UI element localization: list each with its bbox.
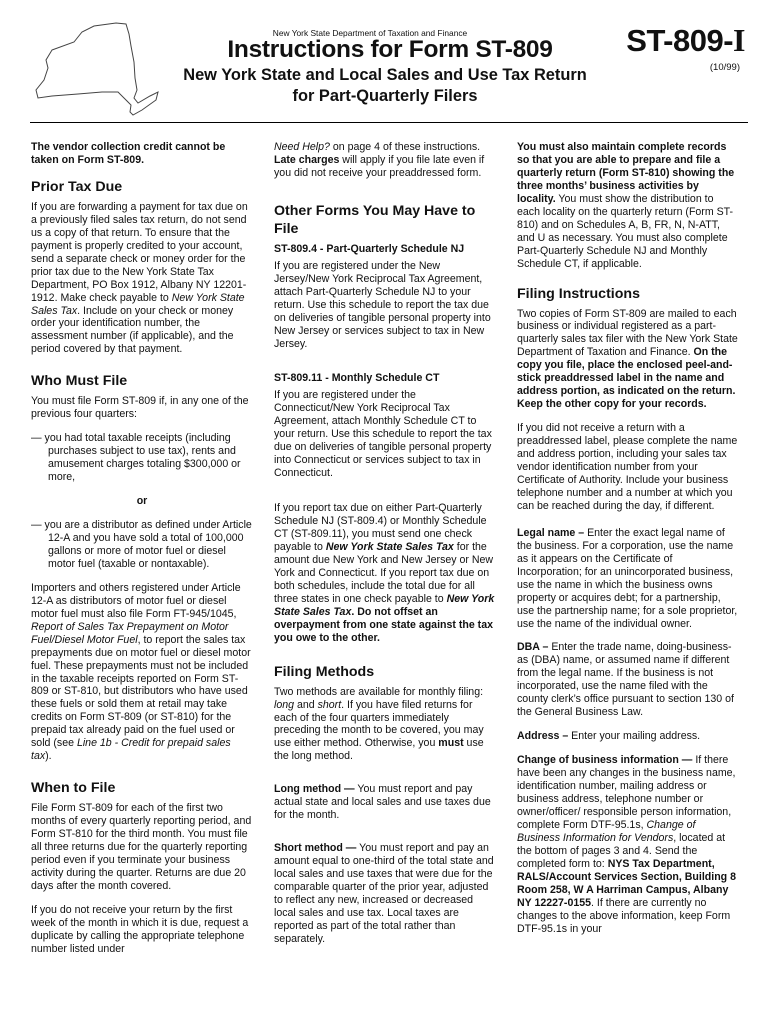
filing-methods-text: Two methods are available for monthly filing: long and short. If you have filed returns for each of the four quarters immediately preceding the month to be covered, you may use either method. Otherwise, you must use the long method. (274, 685, 484, 763)
importers-text: Importers and others registered under Article 12-A as distributors of motor fuel or diesel motor fuel must also file Form FT-945/1045, Report of Sales Tax Prepayment on Motor Fuel/Diesel Motor Fuel, to report the sales tax prepayments due on motor fuel or diesel motor fuel. These prepayments must not be included in the taxable receipts reported on Form ST-809 or ST-810, but distributors who have used these fuels or sold them at retail may take credits on Form ST-809 (or ST-810) for the prepaid tax already paid on the fuel used or sold (see Line 1b - Credit for prepaid sales tax). (31, 581, 251, 763)
st-809-11-heading: ST-809.11 - Monthly Schedule CT (274, 372, 440, 385)
change-of-info-text: Change of business information — If there have been any changes in the business name, identification number, mailing address or business address, telephone number or owner/officer/ responsible person information, complete Form DTF-95.1s, Change of Business Information for Vendors, located at the bottom of pages 3 and 4. Send the completed form to: NYS Tax Department, RALS/Account Services Section, Building 8 Room 258, W A Harriman Campus, Albany NY 12227-0155. If there are currently no changes to the above information, keep Form DTF-95.1s in your (517, 754, 736, 935)
subtitle-line-2: for Part-Quarterly Filers (292, 87, 478, 105)
long-method-text: Long method — You must report and pay actual state and local sales and use taxes due for the month. (274, 783, 491, 822)
single-check-text: If you report tax due on either Part-Quarterly Schedule NJ (ST-809.4) or Monthly Schedule CT (ST-809.11), you must send one check payable to New York State Sales Tax for the amount due New York and New Jersey or New York and Connecticut. If you report tax due on both schedules, include the total due for all three states in one check payable to New York State Sales Tax. Do not offset an overpayment from one state against the tax you owe to the other. (274, 502, 495, 644)
other-forms-heading: Other Forms You May Have to File (274, 202, 476, 237)
who-must-file-item-2: — you are a distributor as defined under Article 12-A and you have sold a total of 100,000 gallons or more of motor fuel or diesel motor fuel (taxable or nontaxable). (31, 519, 252, 570)
revision-date: (10/99) (709, 62, 740, 73)
duplicate-request-text: If you do not receive your return by the first week of the month in which it is due, request a duplicate by calling the appropriate telephone number listed under (31, 903, 249, 955)
prior-tax-due-text: If you are forwarding a payment for tax due on a previously filed sales tax return, do not send us a copy of that return. To ensure that the payment is properly credited to your account, send a separate check or money order for the prior tax due to the New York State Tax Department, PO Box 1912, Albany NY 12201-1912. Make check payable to New York State Sales Tax. Include on your check or money order your identification number, the assessment number (if applicable), and the period covered by that payment. (31, 200, 248, 356)
column-1 (31, 141, 253, 967)
when-to-file-text: File Form ST-809 for each of the first two months of every quarterly reporting period, and Form ST-810 for the third month. You must file all three returns due for the quarterly reporting period even if you terminate your business activity during the quarter. Returns are due 20 days after the month covered. (31, 802, 252, 892)
who-must-file-text: You must file Form ST-809 if, in any one of the previous four quarters: (31, 395, 249, 421)
prior-tax-due-heading: Prior Tax Due (31, 178, 123, 195)
column-3 (517, 141, 739, 946)
column-2 (274, 141, 496, 957)
who-must-file-item-1: — you had total taxable receipts (including purchases subject to use tax), rents and amusement charges totaling $300,000 or more, (31, 432, 241, 484)
no-label-text: If you did not receive a return with a preaddressed label, please complete the name and address portion, including your sales tax vendor identification number from your Certificate of Authority. Include your business telephone number and a number at which you can be reached during the day, if different. (517, 422, 738, 512)
filing-instructions-heading: Filing Instructions (517, 285, 640, 302)
short-method-text: Short method — You must report and pay an amount equal to one-third of the total state and local sales and use taxes that were due for the comparable quarter of the prior year, adjusted to reflect any new, increased or decreased local sales and use tax. Local taxes are reported as part of the total rather than separately. (274, 842, 494, 945)
agency-name: New York State Department of Taxation and Finance (272, 28, 468, 38)
form-number-suffix: I (733, 22, 745, 58)
records-text: You must also maintain complete records so that you are able to prepare and file a quarterly return (Form ST-810) showing the three months’ business activities by locality. You must show the distribution to each locality on the quarterly return (Form ST-810) and on Schedules A, B, FR, N, N-ATT, and U as necessary. You must also complete Part-Quarterly Schedule NJ and Monthly Schedule CT, if applicable. (517, 141, 735, 270)
st-809-4-text: If you are registered under the New Jersey/New York Reciprocal Tax Agreement, attach Part-Quarterly Schedule NJ to your return. Use this schedule to report the tax due on deliveries of tangible personal property into New Jersey or services subject to tax in New Jersey. (274, 259, 491, 350)
new-york-state-map-outline (30, 20, 162, 120)
st-809-11-text: If you are registered under the Connecticut/New York Reciprocal Tax Agreement, attach Monthly Schedule CT to your return. Use this schedule to report the tax due on deliveries of tangible personal property into Connecticut or services subject to tax in Connecticut. (274, 389, 492, 480)
need-help-text: Need Help? on page 4 of these instructions. Late charges will apply if you file late even if you did not receive your preaddressed form. (274, 141, 485, 179)
page-subtitle (150, 65, 620, 107)
filing-instructions-text: Two copies of Form ST-809 are mailed to each business or individual registered as a part-quarterly sales tax filer with the New York State Department of Taxation and Finance. On the copy you file, place the enclosed peel-and-stick preaddressed label in the name and address portion, as indicated on the return. Keep the other copy for your records. (517, 307, 738, 411)
subtitle-line-1: New York State and Local Sales and Use Tax Return (183, 66, 587, 84)
legal-name-text: Legal name – Enter the exact legal name of the business. For a corporation, use the name as it appears on the Certificate of Incorporation; for an unincorporated business, use the name in which the business owns property or acquires debt; for a partnership, use the partnership name; for a sole proprietor, use the name of the individual owner. (517, 526, 738, 630)
filing-methods-heading: Filing Methods (274, 663, 375, 680)
st-809-4-heading: ST-809.4 - Part-Quarterly Schedule NJ (274, 242, 465, 255)
header-divider (30, 122, 748, 123)
vendor-credit-note: The vendor collection credit cannot be taken on Form ST-809. (31, 141, 226, 166)
address-text: Address – Enter your mailing address. (517, 730, 701, 743)
who-must-file-heading: Who Must File (31, 373, 128, 390)
when-to-file-heading: When to File (31, 780, 116, 797)
dba-text: DBA – Enter the trade name, doing-business-as (DBA) name, or assumed name if different from the legal name. If the business is not incorporated, use the name filed with the county clerk’s office pursuant to section 130 of the General Business Law. (517, 641, 734, 719)
form-number: ST-809-I (626, 22, 745, 58)
or-separator: or (136, 495, 148, 508)
page-title: Instructions for Form ST-809 (227, 36, 553, 63)
